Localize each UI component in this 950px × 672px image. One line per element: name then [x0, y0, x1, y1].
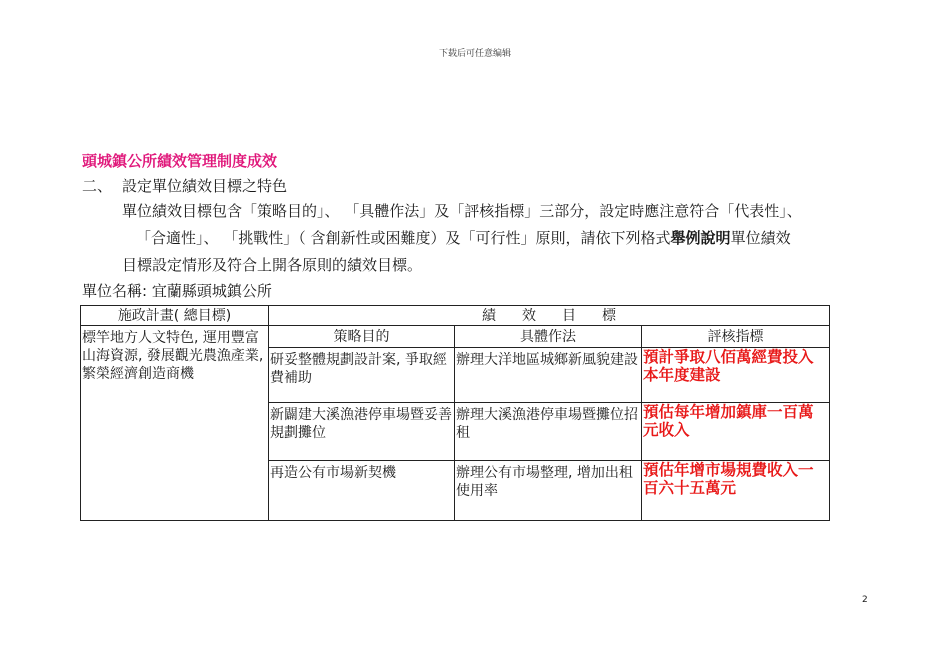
- section-heading: [82, 175, 287, 196]
- section-number: 二、: [82, 177, 113, 195]
- paragraph-line-2: [82, 225, 936, 252]
- method-cell: 辦理大洋地區城鄉新風貌建設: [455, 348, 642, 403]
- method-cell: 辦理公有市場整理, 增加出租使用率: [455, 461, 642, 521]
- indicator-cell: 預估年增市場規費收入一百六十五萬元: [642, 461, 830, 521]
- header-method: 具體作法: [455, 326, 642, 348]
- paragraph-line-2-bold: 舉例說明: [670, 229, 731, 247]
- paragraph-line-3: 目標設定情形及符合上開各原則的績效目標。: [122, 256, 423, 274]
- section-text: 設定單位績效目標之特色: [122, 177, 288, 195]
- header-plan: 施政計畫( 總目標): [81, 306, 269, 326]
- strategy-cell: 再造公有市場新契機: [269, 461, 455, 521]
- header-indicator: 評核指標: [642, 326, 830, 348]
- page-number: 2: [862, 595, 868, 605]
- paragraph-line-2-post: 單位績效: [730, 229, 791, 247]
- page-header: 下载后可任意编辑: [438, 49, 511, 59]
- header-strategy: 策略目的: [269, 326, 455, 348]
- method-cell: 辦理大溪漁港停車場暨攤位招租: [455, 403, 642, 461]
- unit-name: 單位名稱: 宜蘭縣頭城鎮公所: [82, 282, 272, 300]
- strategy-cell: 新闢建大溪漁港停車場暨妥善規劃攤位: [269, 403, 455, 461]
- performance-table: [80, 305, 830, 521]
- document-title: 頭城鎮公所績效管理制度成效: [82, 152, 278, 170]
- header-goal: 績效目標: [269, 306, 830, 326]
- indicator-cell: 預計爭取八佰萬經費投入本年度建設: [642, 348, 830, 403]
- indicator-cell: 預估每年增加鎮庫一百萬元收入: [642, 403, 830, 461]
- strategy-cell: 研妥整體規劃設計案, 爭取經費補助: [269, 348, 455, 403]
- paragraph-line-1: 單位績效目標包含「策略目的」、 「具體作法」及「評核指標」三部分，設定時應注意符合「代表性」、: [122, 202, 802, 220]
- paragraph-line-2-pre: 「合適性」、 「挑戰性」（ 含創新性或困難度）及「可行性」原則，請依下列格式: [136, 229, 671, 247]
- plan-cell: 標竿地方人文特色, 運用豐富山海資源, 發展觀光農漁產業, 繁榮經濟創造商機: [81, 326, 269, 521]
